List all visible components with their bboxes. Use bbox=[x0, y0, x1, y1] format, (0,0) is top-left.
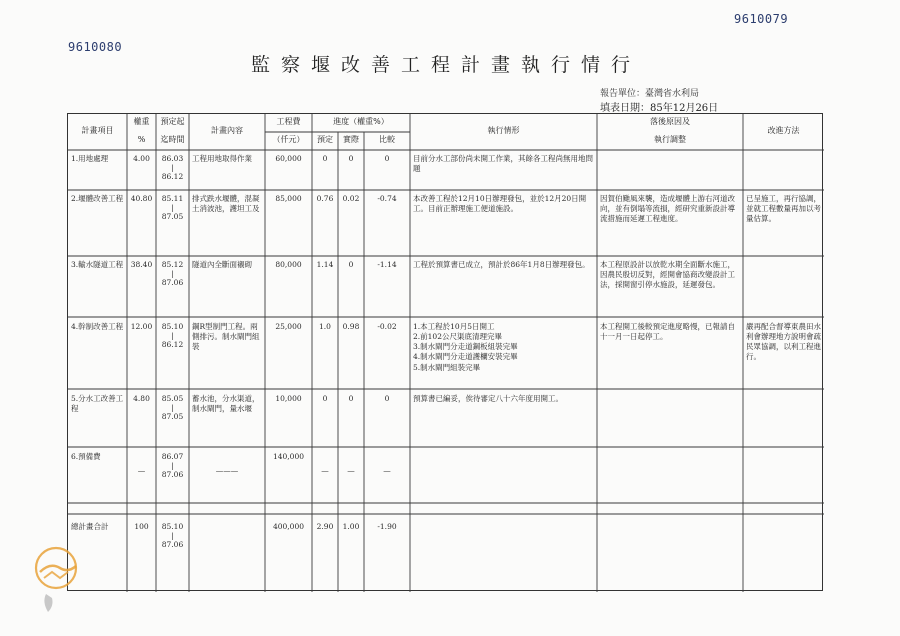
row6-content: ——— bbox=[215, 466, 239, 475]
row4-item: 4.幹制改善工程 bbox=[71, 322, 124, 331]
row4-execution: 1.本工程於10月5日開工 2.前102公尺渠底清理完畢 3.制水閘門分走道鋼板組裝完畢 4.制水閘門分走道護欄安裝完畢 5.制水閘門組裝完畢 bbox=[413, 322, 518, 372]
total-schedule: 85.10 | 87.06 bbox=[161, 522, 184, 550]
row3-lag: 本工程原設計以放乾水期全面斷水施工，因農民殷切反對，經開會協商改變設計工法，採開窗引停水施設，延遲發包。 bbox=[600, 260, 735, 290]
header-execution: 執行情形 bbox=[487, 126, 520, 135]
header-schedule-sub: 迄時間 bbox=[160, 135, 185, 144]
row3-cost: 80,000 bbox=[275, 260, 302, 269]
row5-compare: 0 bbox=[384, 394, 390, 403]
row5-start: 85.05 bbox=[161, 394, 184, 403]
header-weight-unit: % bbox=[137, 135, 146, 144]
document-title: 監察堰改善工程計畫執行情行 bbox=[250, 54, 641, 76]
row3-weight: 38.40 bbox=[130, 260, 153, 269]
row6-actual: — bbox=[347, 466, 355, 475]
total-cost: 400,000 bbox=[272, 522, 304, 531]
row2-schedule: 85.11 | 87.05 bbox=[161, 194, 184, 222]
row5-content: 蓄水池，分水渠道，制水閘門，量水堰 bbox=[192, 394, 260, 414]
row2-planned: 0.76 bbox=[316, 194, 334, 203]
row1-weight: 4.00 bbox=[133, 154, 150, 163]
row6-schedule: 86.07 | 87.06 bbox=[161, 452, 184, 480]
row5-cost: 10,000 bbox=[275, 394, 302, 403]
row2-weight: 40.80 bbox=[130, 194, 153, 203]
reporting-unit: 報告單位：臺灣省水利局 bbox=[600, 89, 700, 99]
row4-weight: 12.00 bbox=[130, 322, 153, 331]
row1-item: 1.用地處理 bbox=[71, 154, 109, 163]
header-cost: 工程費 bbox=[276, 117, 301, 126]
row2-compare: -0.74 bbox=[377, 194, 397, 203]
row3-item: 3.輸水隧道工程 bbox=[71, 260, 124, 269]
row1-compare: 0 bbox=[384, 154, 390, 163]
row1-actual: 0 bbox=[348, 154, 354, 163]
row6-planned: — bbox=[321, 466, 329, 475]
header-planned: 預定 bbox=[317, 135, 333, 144]
total-compare: -1.90 bbox=[377, 522, 397, 531]
row2-actual: 0.02 bbox=[342, 194, 360, 203]
row1-execution: 目前分水工部份尚未開工作業，其餘各工程尚無用地問題 bbox=[413, 154, 593, 174]
row3-start: 85.12 bbox=[161, 260, 184, 269]
row6-item: 6.預備費 bbox=[71, 452, 101, 461]
document-id-top-right: 9610079 bbox=[734, 12, 789, 26]
row4-content: 鋼R型制門工程。兩側排污。制水閘門組裝 bbox=[192, 322, 260, 352]
row2-end: 87.05 bbox=[161, 212, 184, 222]
header-schedule: 預定起 bbox=[160, 117, 185, 126]
row4-lag: 本工程開工後較預定進度略慢，已報請自十一月一日起停工。 bbox=[600, 322, 735, 342]
row4-compare: -0.02 bbox=[377, 322, 397, 331]
row3-schedule: 85.12 | 87.06 bbox=[161, 260, 184, 288]
row5-item: 5.分水工改善工程 bbox=[71, 394, 124, 414]
row5-schedule: 85.05 | 87.05 bbox=[161, 394, 184, 422]
report-date: 填表日期：85年12月26日 bbox=[600, 103, 719, 114]
row1-planned: 0 bbox=[322, 154, 328, 163]
progress-table bbox=[67, 113, 823, 591]
row3-planned: 1.14 bbox=[316, 260, 334, 269]
header-lag-adjust: 執行調整 bbox=[654, 135, 686, 144]
row3-actual: 0 bbox=[348, 260, 354, 269]
header-lag-reason: 落後原因及 bbox=[650, 117, 690, 126]
header-improve: 改進方法 bbox=[767, 126, 800, 135]
row6-cost: 140,000 bbox=[272, 452, 304, 461]
row6-compare: — bbox=[383, 466, 391, 475]
archive-logo-stamp bbox=[26, 542, 90, 616]
row4-end: 86.12 bbox=[161, 340, 184, 350]
row1-schedule: 86.03 | 86.12 bbox=[161, 154, 184, 182]
header-weight: 權重 bbox=[133, 117, 150, 126]
row6-end: 87.06 bbox=[161, 470, 184, 480]
row1-cost: 60,000 bbox=[275, 154, 302, 163]
header-cost-unit: （仟元） bbox=[272, 135, 305, 144]
row6-weight: — bbox=[137, 466, 146, 475]
total-actual: 1.00 bbox=[342, 522, 360, 531]
header-actual: 實際 bbox=[343, 135, 359, 144]
row2-item: 2.堰體改善工程 bbox=[71, 194, 124, 203]
header-content: 計畫內容 bbox=[211, 126, 243, 135]
row2-execution: 本改善工程於12月10日辦理發包，並於12月20日開工。目前正辦理施工便道施設。 bbox=[413, 194, 587, 214]
row2-lag: 因賀伯颱風來襲，造成堰體上游右河道改向，並有倒塌等流損，經研究重新設計導流措施而延遲工程進度。 bbox=[600, 194, 735, 224]
row4-start: 85.10 bbox=[161, 322, 184, 331]
row3-content: 隧道內全斷面襯砌 bbox=[192, 260, 252, 269]
document-id-top-left: 9610080 bbox=[68, 40, 123, 54]
row2-start: 85.11 bbox=[161, 194, 184, 203]
row4-improve: 嚴再配合督導東農田水利會辦理地方說明會疏民眾協調，以利工程進行。 bbox=[746, 322, 821, 362]
row5-planned: 0 bbox=[322, 394, 328, 403]
row2-cost: 85,000 bbox=[275, 194, 302, 203]
row4-planned: 1.0 bbox=[319, 322, 331, 331]
header-progress: 進度（權重%） bbox=[333, 117, 389, 126]
row4-actual: 0.98 bbox=[342, 322, 360, 331]
row5-execution: 預算書已編妥，俟待審定八十六年度用開工。 bbox=[413, 394, 563, 403]
row6-start: 86.07 bbox=[161, 452, 184, 461]
row3-end: 87.06 bbox=[161, 278, 184, 288]
row3-execution: 工程於預算書已成立，預計於86年1月8日辦理發包。 bbox=[413, 260, 590, 269]
row5-actual: 0 bbox=[348, 394, 354, 403]
row3-compare: -1.14 bbox=[377, 260, 397, 269]
total-start: 85.10 bbox=[161, 522, 184, 531]
row1-start: 86.03 bbox=[161, 154, 184, 163]
row4-cost: 25,000 bbox=[275, 322, 302, 331]
total-end: 87.06 bbox=[161, 540, 184, 550]
header-item: 計畫項目 bbox=[81, 126, 114, 135]
row5-weight: 4.80 bbox=[133, 394, 150, 403]
header-compare: 比較 bbox=[379, 135, 395, 144]
row2-improve: 已呈施工，再行協調，並就工程數量再加以考量估算。 bbox=[746, 194, 821, 224]
total-planned: 2.90 bbox=[316, 522, 334, 531]
row2-content: 排式跌水堰體，混凝土消波池，護坦工及 bbox=[192, 194, 260, 214]
row4-schedule: 85.10 | 86.12 bbox=[161, 322, 184, 350]
row1-end: 86.12 bbox=[161, 172, 184, 182]
row5-end: 87.05 bbox=[161, 412, 184, 422]
total-item: 總計畫合計 bbox=[71, 522, 109, 531]
row1-content: 工程用地取得作業 bbox=[192, 154, 252, 163]
total-weight: 100 bbox=[134, 522, 149, 531]
